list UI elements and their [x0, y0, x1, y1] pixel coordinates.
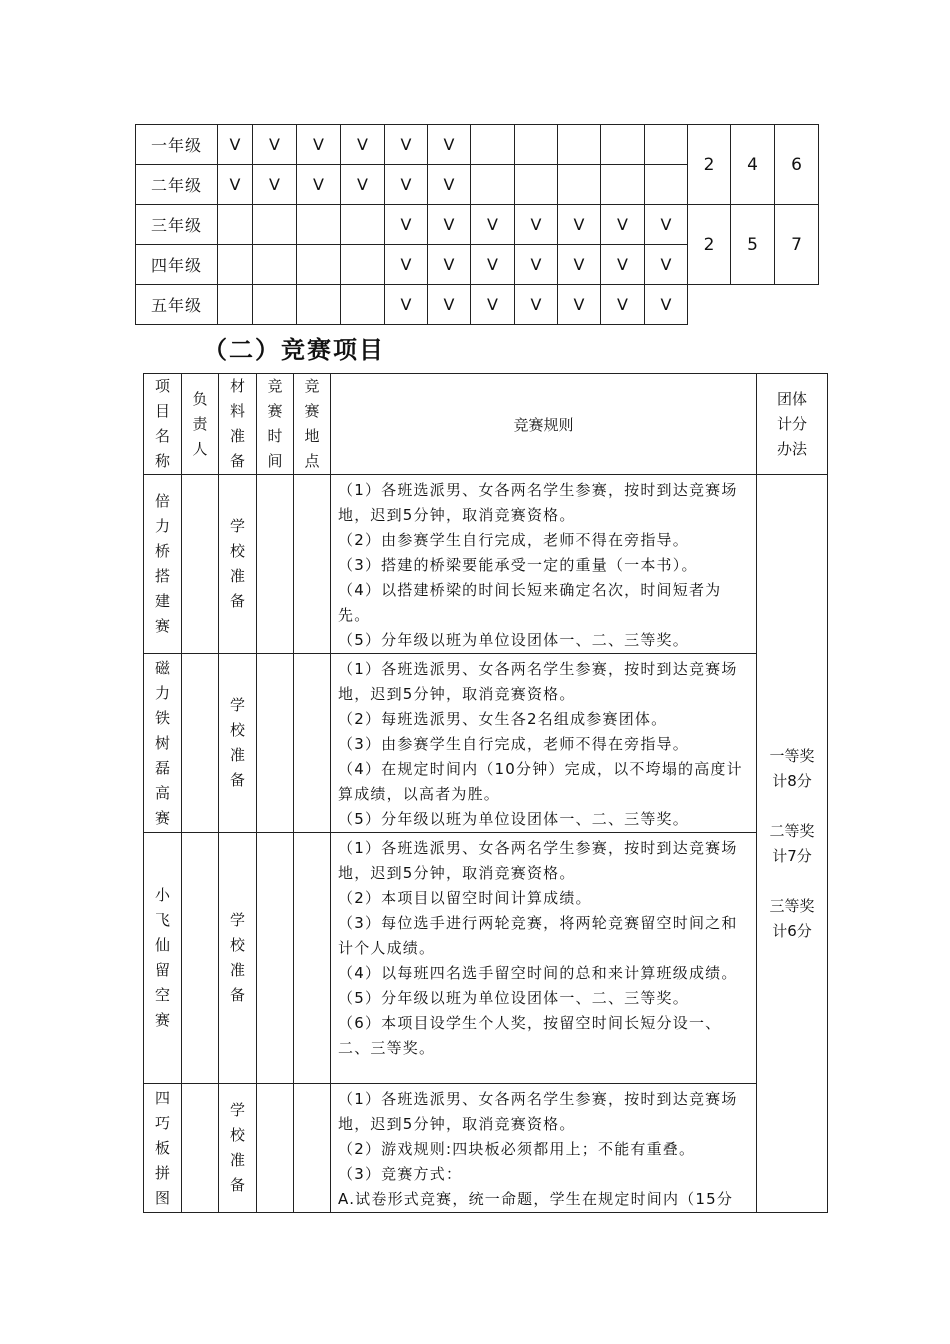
char: 磊	[154, 758, 170, 777]
tick-mark: V	[471, 245, 515, 285]
char: 竞	[304, 377, 320, 395]
item-materials	[219, 833, 257, 1084]
char: 拼	[154, 1163, 170, 1182]
blank-corner	[688, 285, 819, 325]
item-time	[257, 1084, 294, 1213]
empty-cell	[297, 285, 341, 325]
tick-mark: V	[558, 245, 601, 285]
grade-row	[136, 285, 819, 325]
tick-mark: V	[297, 165, 341, 205]
char: 赛	[304, 402, 320, 420]
rule-line: （5）分年级以班为单位设团体一、二、三等奖。	[338, 810, 689, 828]
char: 备	[229, 986, 245, 1004]
char: 力	[154, 683, 170, 702]
char: 人	[192, 439, 208, 458]
tick-mark: V	[601, 285, 645, 325]
tick-mark: V	[645, 285, 688, 325]
group-count: 6	[775, 125, 819, 205]
empty-cell	[297, 205, 341, 245]
empty-cell	[297, 245, 341, 285]
score-third: 三等奖 计6分	[769, 896, 815, 940]
empty-cell	[515, 165, 558, 205]
char: 点	[304, 452, 320, 470]
tick-mark: V	[253, 165, 297, 205]
char: 间	[267, 452, 283, 470]
char: 备	[229, 771, 245, 789]
rule-line: （4）以搭建桥梁的时间长短来确定名次，时间短者为先。	[338, 581, 722, 624]
item-rules	[331, 475, 757, 654]
item-person	[182, 1084, 219, 1213]
item-materials	[219, 1084, 257, 1213]
item-person	[182, 475, 219, 654]
char: 竞	[267, 377, 283, 395]
empty-cell	[515, 125, 558, 165]
rule-line: （3）每位选手进行两轮竞赛，将两轮竞赛留空时间之和计个人成绩。	[338, 914, 738, 957]
contest-row	[144, 833, 828, 1084]
char: 时	[267, 427, 283, 445]
tick-mark: V	[645, 205, 688, 245]
tick-mark: V	[341, 125, 385, 165]
char: 板	[154, 1138, 170, 1157]
item-name	[144, 833, 182, 1084]
empty-cell	[558, 125, 601, 165]
char: 备	[229, 452, 245, 470]
grade-label: 四年级	[136, 245, 218, 285]
char: 备	[229, 1176, 245, 1194]
item-name	[144, 654, 182, 833]
char: 项	[154, 377, 170, 395]
group-count: 2	[688, 125, 731, 205]
char: 倍	[154, 492, 170, 510]
item-rules	[331, 833, 757, 1084]
char: 备	[229, 592, 245, 610]
grade-label: 二年级	[136, 165, 218, 205]
group-count: 2	[688, 205, 731, 285]
group-count: 7	[775, 205, 819, 285]
item-person	[182, 833, 219, 1084]
rule-line: （4）在规定时间内（10分钟）完成，以不垮塌的高度计算成绩，以高者为胜。	[338, 760, 743, 803]
score-second: 二等奖 计7分	[769, 821, 815, 865]
tick-mark: V	[428, 285, 471, 325]
char: 准	[229, 961, 245, 979]
tick-mark: V	[558, 285, 601, 325]
char: 赛	[154, 808, 170, 827]
tick-mark: V	[428, 205, 471, 245]
rule-line: （2）每班选派男、女生各2名组成参赛团体。	[338, 710, 668, 728]
rule-line: （2）游戏规则:四块板必须都用上；不能有重叠。	[338, 1140, 696, 1158]
char: 空	[154, 986, 170, 1004]
empty-cell	[558, 165, 601, 205]
item-place	[294, 833, 331, 1084]
item-time	[257, 654, 294, 833]
char: 计分	[776, 414, 807, 433]
grade-label: 三年级	[136, 205, 218, 245]
char: 小	[154, 886, 170, 904]
header-item-name	[144, 374, 182, 475]
contest-row	[144, 654, 828, 833]
item-materials	[219, 654, 257, 833]
contest-row	[144, 475, 828, 654]
rule-line: （3）搭建的桥梁要能承受一定的重量（一本书）。	[338, 556, 698, 574]
char: 准	[229, 427, 245, 445]
tick-mark: V	[385, 125, 428, 165]
rule-line: A.试卷形式竞赛，统一命题，学生在规定时间内（15分	[338, 1190, 734, 1208]
char: 留	[154, 961, 170, 979]
item-place	[294, 1084, 331, 1213]
char: 树	[154, 733, 170, 752]
contest-header-row	[144, 374, 828, 475]
char: 高	[154, 783, 170, 802]
tick-mark: V	[558, 205, 601, 245]
tick-mark: V	[385, 245, 428, 285]
header-place	[294, 374, 331, 475]
char: 赛	[154, 1011, 170, 1029]
char: 料	[229, 402, 245, 420]
char: 仙	[154, 936, 170, 954]
item-person	[182, 654, 219, 833]
char: 团体	[776, 389, 807, 408]
group-count: 4	[731, 125, 775, 205]
contest-items-table	[143, 373, 828, 1213]
char: 图	[154, 1188, 170, 1207]
header-materials	[219, 374, 257, 475]
item-place	[294, 654, 331, 833]
tick-mark: V	[515, 245, 558, 285]
tick-mark: V	[471, 285, 515, 325]
empty-cell	[218, 245, 253, 285]
char: 桥	[154, 542, 170, 560]
tick-mark: V	[385, 205, 428, 245]
item-rules	[331, 654, 757, 833]
tick-mark: V	[645, 245, 688, 285]
char: 磁	[154, 658, 170, 677]
empty-cell	[341, 245, 385, 285]
char: 飞	[154, 911, 170, 929]
char: 巧	[154, 1113, 170, 1132]
char: 校	[229, 936, 245, 954]
char: 地	[304, 427, 320, 445]
empty-cell	[253, 285, 297, 325]
item-materials	[219, 475, 257, 654]
char: 学	[229, 696, 245, 714]
team-scoring	[757, 475, 828, 1213]
item-place	[294, 475, 331, 654]
tick-mark: V	[515, 285, 558, 325]
empty-cell	[218, 285, 253, 325]
tick-mark: V	[297, 125, 341, 165]
tick-mark: V	[601, 245, 645, 285]
char: 校	[229, 542, 245, 560]
char: 材	[229, 377, 245, 395]
rule-line: （5）分年级以班为单位设团体一、二、三等奖。	[338, 631, 689, 649]
rule-line: （3）竞赛方式：	[338, 1165, 463, 1183]
tick-mark: V	[515, 205, 558, 245]
rule-line: （1）各班选派男、女各两名学生参赛，按时到达竞赛场地，迟到5分钟，取消竞赛资格。	[338, 660, 738, 703]
tick-mark: V	[253, 125, 297, 165]
empty-cell	[471, 125, 515, 165]
group-count: 5	[731, 205, 775, 285]
tick-mark: V	[385, 285, 428, 325]
tick-mark: V	[428, 165, 471, 205]
item-time	[257, 833, 294, 1084]
tick-mark: V	[218, 125, 253, 165]
char: 准	[229, 746, 245, 764]
char: 力	[154, 517, 170, 535]
header-rules: 竞赛规则	[331, 374, 757, 475]
grade-row	[136, 205, 819, 245]
char: 负	[192, 389, 208, 408]
char: 四	[154, 1088, 170, 1107]
grade-label: 一年级	[136, 125, 218, 165]
item-name	[144, 1084, 182, 1213]
rule-line: （6）本项目设学生个人奖，按留空时间长短分设一、二、三等奖。	[338, 1014, 722, 1057]
rule-line: （4）以每班四名选手留空时间的总和来计算班级成绩。	[338, 964, 738, 982]
tick-mark: V	[218, 165, 253, 205]
empty-cell	[601, 165, 645, 205]
tick-mark: V	[341, 165, 385, 205]
char: 校	[229, 1126, 245, 1144]
empty-cell	[341, 205, 385, 245]
char: 责	[192, 414, 208, 433]
rule-line: （1）各班选派男、女各两名学生参赛，按时到达竞赛场地，迟到5分钟，取消竞赛资格。	[338, 839, 738, 882]
tick-mark: V	[471, 205, 515, 245]
char: 目	[154, 402, 170, 420]
char: 建	[154, 592, 170, 610]
tick-mark: V	[428, 245, 471, 285]
char: 称	[154, 452, 170, 470]
empty-cell	[253, 245, 297, 285]
char: 准	[229, 1151, 245, 1169]
rule-line: （2）由参赛学生自行完成，老师不得在旁指导。	[338, 531, 689, 549]
score-first: 一等奖 计8分	[769, 746, 815, 790]
char: 赛	[154, 617, 170, 635]
char: 准	[229, 567, 245, 585]
rule-line: （2）本项目以留空时间计算成绩。	[338, 889, 592, 907]
empty-cell	[601, 125, 645, 165]
char: 校	[229, 721, 245, 739]
item-time	[257, 475, 294, 654]
grade-row	[136, 125, 819, 165]
empty-cell	[253, 205, 297, 245]
empty-cell	[645, 165, 688, 205]
header-person	[182, 374, 219, 475]
empty-cell	[218, 205, 253, 245]
tick-mark: V	[601, 205, 645, 245]
char: 办法	[776, 439, 807, 458]
char: 铁	[154, 708, 170, 727]
rule-line: （1）各班选派男、女各两名学生参赛，按时到达竞赛场地，迟到5分钟，取消竞赛资格。	[338, 481, 738, 524]
section-heading: （二）竞赛项目	[203, 336, 385, 364]
header-scoring	[757, 374, 828, 475]
char: 学	[229, 911, 245, 929]
tick-mark: V	[385, 165, 428, 205]
empty-cell	[645, 125, 688, 165]
contest-row	[144, 1084, 828, 1213]
grade-participation-table	[135, 124, 819, 325]
rule-line: （5）分年级以班为单位设团体一、二、三等奖。	[338, 989, 689, 1007]
char: 名	[154, 427, 170, 445]
empty-cell	[341, 285, 385, 325]
header-time	[257, 374, 294, 475]
grade-label: 五年级	[136, 285, 218, 325]
rule-line: （3）由参赛学生自行完成，老师不得在旁指导。	[338, 735, 689, 753]
empty-cell	[471, 165, 515, 205]
tick-mark: V	[428, 125, 471, 165]
char: 学	[229, 517, 245, 535]
char: 学	[229, 1101, 245, 1119]
item-name	[144, 475, 182, 654]
char: 赛	[267, 402, 283, 420]
item-rules	[331, 1084, 757, 1213]
char: 搭	[154, 567, 170, 585]
rule-line: （1）各班选派男、女各两名学生参赛，按时到达竞赛场地，迟到5分钟，取消竞赛资格。	[338, 1090, 738, 1133]
